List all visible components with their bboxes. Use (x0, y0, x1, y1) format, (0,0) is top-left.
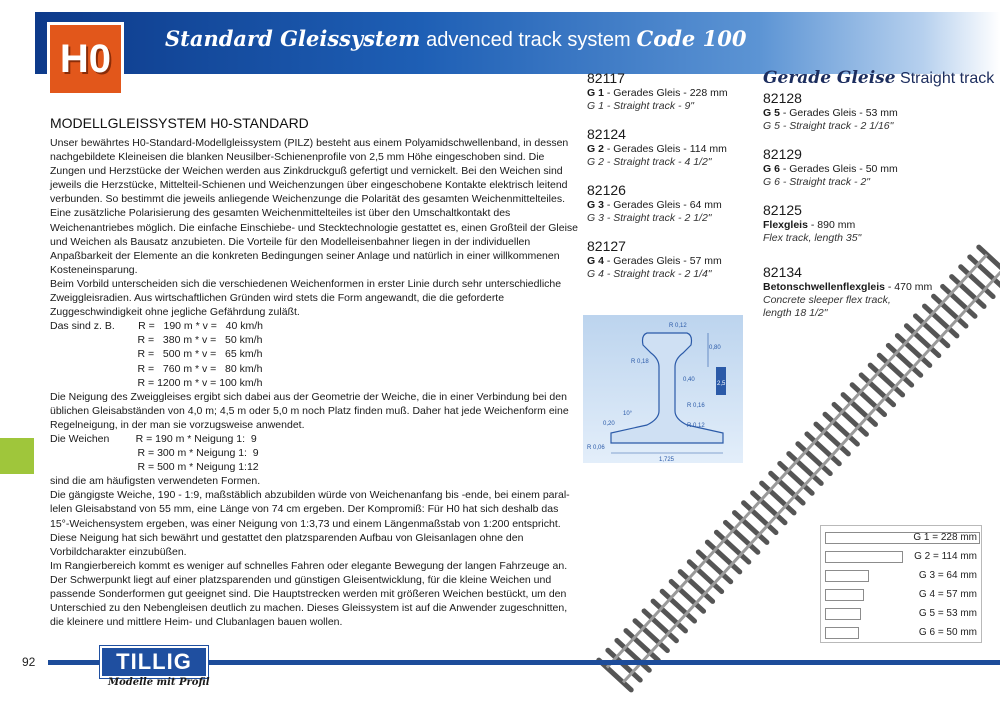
rail-profile-drawing (583, 315, 743, 463)
product-code: G 1 (587, 87, 604, 99)
banner-title-code: Code 100 (636, 26, 747, 51)
product-desc-en: G 5 - Straight track - 2 1/16" (763, 120, 894, 132)
banner-title-main: Standard Gleissystem (165, 26, 421, 51)
page-number: 92 (22, 655, 36, 669)
profile-label: 0,80 (709, 345, 721, 351)
profile-label: R 0,06 (587, 445, 605, 451)
article-line: R = 500 m * v = 65 km/h (50, 348, 263, 361)
product-desc-de: - 890 mm (807, 219, 856, 231)
article-line: Der Schwerpunkt liegt auf einer platzsparenden und günstigen Gleisentwicklung, für die kleine Weichen und (50, 573, 552, 586)
product-desc-en: Flex track, length 35" (763, 232, 862, 244)
product-code: G 6 (763, 163, 780, 175)
article-line: nachgebildete Kleineisen die blanken Neusilber-Schienenprofile von 2,5 mm Höhe eingeschoben sind. Die (50, 151, 545, 164)
product-desc-en: G 4 - Straight track - 2 1/4" (587, 268, 712, 280)
profile-label: 2,5 (717, 381, 726, 387)
article-line: Die gängigste Weiche, 190 - 1:9, maßstäblich abzubilden würde von Weichenanfang bis -ende, bei einem paral- (50, 489, 570, 502)
article-line: Beim Vorbild unterscheiden sich die verschiedenen Weichenformen in erster Linie durch sehr unterschiedliche (50, 277, 562, 290)
title-en: Straight track (900, 70, 995, 87)
article-line: passende Sonderformen gut geeignet sind. Die Hauptstrecken werden mit größeren Weichen bestückt, um den (50, 588, 567, 600)
article-line: Anpaßbarkeit der Elemente an die konkreten Bedingungen seiner Anlage und natürlich in einer willkommenen (50, 249, 560, 262)
product-desc-de: - Gerades Gleis - 57 mm (603, 255, 722, 267)
rail-profile-svg (583, 315, 743, 463)
product-desc-de: - Gerades Gleis - 64 mm (603, 199, 722, 211)
product-number: 82127 (587, 238, 626, 254)
product-code: G 4 (587, 255, 604, 267)
legend-row (821, 531, 981, 545)
straight-track-title (763, 68, 994, 88)
product-number: 82117 (587, 70, 625, 86)
product-code: Flexgleis (763, 219, 808, 231)
article-line: jeweils die Herzstücke, Mittelteil-Schienen und Weichenzungen über eingeschobene Kontakte elektrisch leitend (50, 179, 568, 192)
product-desc-en-2: length 18 1/2" (763, 307, 828, 319)
profile-label: 1,725 (659, 457, 675, 463)
article-line: 15°-Weichensystem ergeben, was einer Neigung von 1:3,73 und einem Längenmaßstab von 1:200 entspricht. (50, 517, 561, 530)
article-line: Das sind z. B. R = 190 m * v = 40 km/h (50, 320, 263, 333)
legend-length-bar (825, 551, 903, 563)
article-line: Unser bewährtes H0-Standard-Modellgleissystem (PILZ) besteht aus einem Polyamidschwellenband, in dessen (50, 137, 569, 149)
article-line: lelen Gleisabstand von 55 mm, eine Länge von 74 cm ergeben. Der Kompromiß: Für H0 hat sich deshalb das (50, 503, 559, 516)
legend-row (821, 588, 981, 602)
legend-label: G 1 = 228 mm (913, 532, 977, 543)
product-82129 (763, 146, 943, 189)
product-code: G 2 (587, 143, 604, 155)
title-de: Gerade Gleise (763, 68, 896, 88)
legend-row (821, 607, 981, 621)
article-line: Regelneigung, in der man sie vorzugsweise anwendet. (50, 418, 305, 431)
profile-label: 0,20 (603, 421, 615, 427)
legend-row (821, 550, 981, 564)
legend-length-bar (825, 608, 861, 620)
article-line: R = 1200 m * v = 100 km/h (50, 376, 263, 389)
legend-label: G 2 = 114 mm (914, 551, 977, 562)
article-line: Im Rangierbereich kommt es weniger auf schnelles Fahren oder elegante Bewegung der langen Fahrzeuge an. (50, 559, 568, 572)
banner-title-sub: advenced track system (426, 29, 631, 51)
legend-length-bar (825, 589, 864, 601)
product-82134 (763, 264, 953, 320)
product-desc-de: - Gerades Gleis - 114 mm (603, 143, 727, 155)
article-line: Vorbildcharakter einzubüßen. (50, 545, 187, 558)
article-line: Diese Neigung hat sich bewährt und gestattet den platzsparenden Aufbau von Gleisanlagen ohne den (50, 531, 524, 544)
rail-profile-shape (611, 333, 723, 443)
legend-label: G 5 = 53 mm (918, 608, 977, 619)
legend-label: G 4 = 57 mm (918, 589, 977, 600)
legend-length-bar (825, 570, 869, 582)
legend-row (821, 626, 981, 640)
product-number: 82128 (763, 90, 802, 106)
product-desc-en: G 1 - Straight track - 9" (587, 100, 695, 112)
product-82127 (587, 238, 767, 281)
article-heading: MODELLGLEISSYSTEM H0-STANDARD (50, 115, 309, 131)
article-line: Unterschied zu den Nebengleisen deutlich zu machen. Dieses Gleissystem ist auf die Anwender zugeschnitten, (50, 602, 568, 615)
legend-label: G 3 = 64 mm (918, 570, 977, 581)
article-line: Die Neigung des Zweiggleises ergibt sich dabei aus der Geometrie der Weiche, die in einer Verbindung bei den (50, 390, 567, 403)
profile-label: 0,40 (683, 377, 695, 383)
product-desc-de: - 470 mm (884, 281, 933, 293)
legend-row (821, 569, 981, 583)
profile-label: 10° (623, 411, 633, 417)
product-number: 82129 (763, 146, 802, 162)
product-code: G 3 (587, 199, 604, 211)
product-number: 82124 (587, 126, 626, 142)
article-line: R = 760 m * v = 80 km/h (50, 362, 263, 375)
product-82126 (587, 182, 767, 225)
profile-label: R 0,12 (687, 423, 705, 429)
product-82117 (587, 70, 767, 113)
track-length-legend (820, 525, 982, 643)
article-line: üblichen Gleisabständen von 4,0 m; 4,5 m oder 5,0 m noch Platz finden muß. Daher hat jede Weichenform eine (50, 404, 569, 417)
article-line: Kosteneinsparung. (50, 263, 138, 276)
brand-tagline: Modelle mit Profil (108, 677, 210, 688)
tillig-logo: TILLIG (100, 646, 208, 678)
product-code: Betonschwellenflexgleis (763, 281, 885, 293)
article-line: Weichenantriebes möglich. Die einfache Einschiebe- und Stecktechnologie gestattet es, einen Großteil der Gleise (50, 221, 579, 234)
article-line: verbunden. So bestimmt die jeweils anliegende Weichenzunge die Polarität des gesamten Weichenmittelteiles. (50, 193, 565, 206)
profile-label: R 0,18 (631, 359, 649, 365)
article-line: Zweiggleisradien. Aus wirtschaftlichen Gründen wird stets die Form angewandt, die die geforderte (50, 292, 505, 305)
product-desc-en: G 2 - Straight track - 4 1/2" (587, 156, 712, 168)
article-line: sind die am häufigsten verwendeten Formen. (50, 475, 261, 488)
article-line: R = 500 m * Neigung 1:12 (50, 461, 259, 474)
article-line: Die Weichen R = 190 m * Neigung 1: 9 (50, 432, 257, 445)
product-82128 (763, 90, 943, 133)
product-82125 (763, 202, 943, 245)
article-line: R = 300 m * Neigung 1: 9 (50, 447, 259, 460)
profile-label: R 0,16 (687, 403, 705, 409)
product-desc-en: G 6 - Straight track - 2" (763, 176, 871, 188)
article-line: R = 380 m * v = 50 km/h (50, 334, 263, 347)
product-desc-de: - Gerades Gleis - 53 mm (779, 107, 898, 119)
product-number: 82125 (763, 202, 802, 218)
profile-label: R 0,12 (669, 323, 687, 329)
article-line: Zuggeschwindigkeit ohne jegliche Gefährdung zuläßt. (50, 306, 300, 319)
product-82124 (587, 126, 767, 169)
article-line: die kleinere und mittlere Heim- und Clubanlagen bauen wollen. (50, 616, 343, 629)
article-line: Zungen und Herzstücke der Weichen werden aus Zinkdruckguß gefertigt und vernickelt. Bei den Weichen sind (50, 165, 563, 178)
legend-label: G 6 = 50 mm (918, 627, 977, 638)
article-line: und Weichen als Bausatz anzubieten. Die Vorteile für den Modelleisenbahner liegen in der individuellen (50, 235, 531, 248)
product-desc-en: G 3 - Straight track - 2 1/2" (587, 212, 712, 224)
product-number: 82134 (763, 264, 802, 280)
product-number: 82126 (587, 182, 626, 198)
product-desc-en: Concrete sleeper flex track, (763, 294, 891, 306)
legend-length-bar (825, 627, 859, 639)
product-code: G 5 (763, 107, 780, 119)
article-line: Eine zusätzliche Polarisierung des gesamten Weichenmittelteiles ist über den Umschaltkontakt des (50, 207, 511, 220)
h0-logo: H0 (47, 22, 124, 96)
product-desc-de: - Gerades Gleis - 228 mm (603, 87, 728, 99)
product-desc-de: - Gerades Gleis - 50 mm (779, 163, 898, 175)
